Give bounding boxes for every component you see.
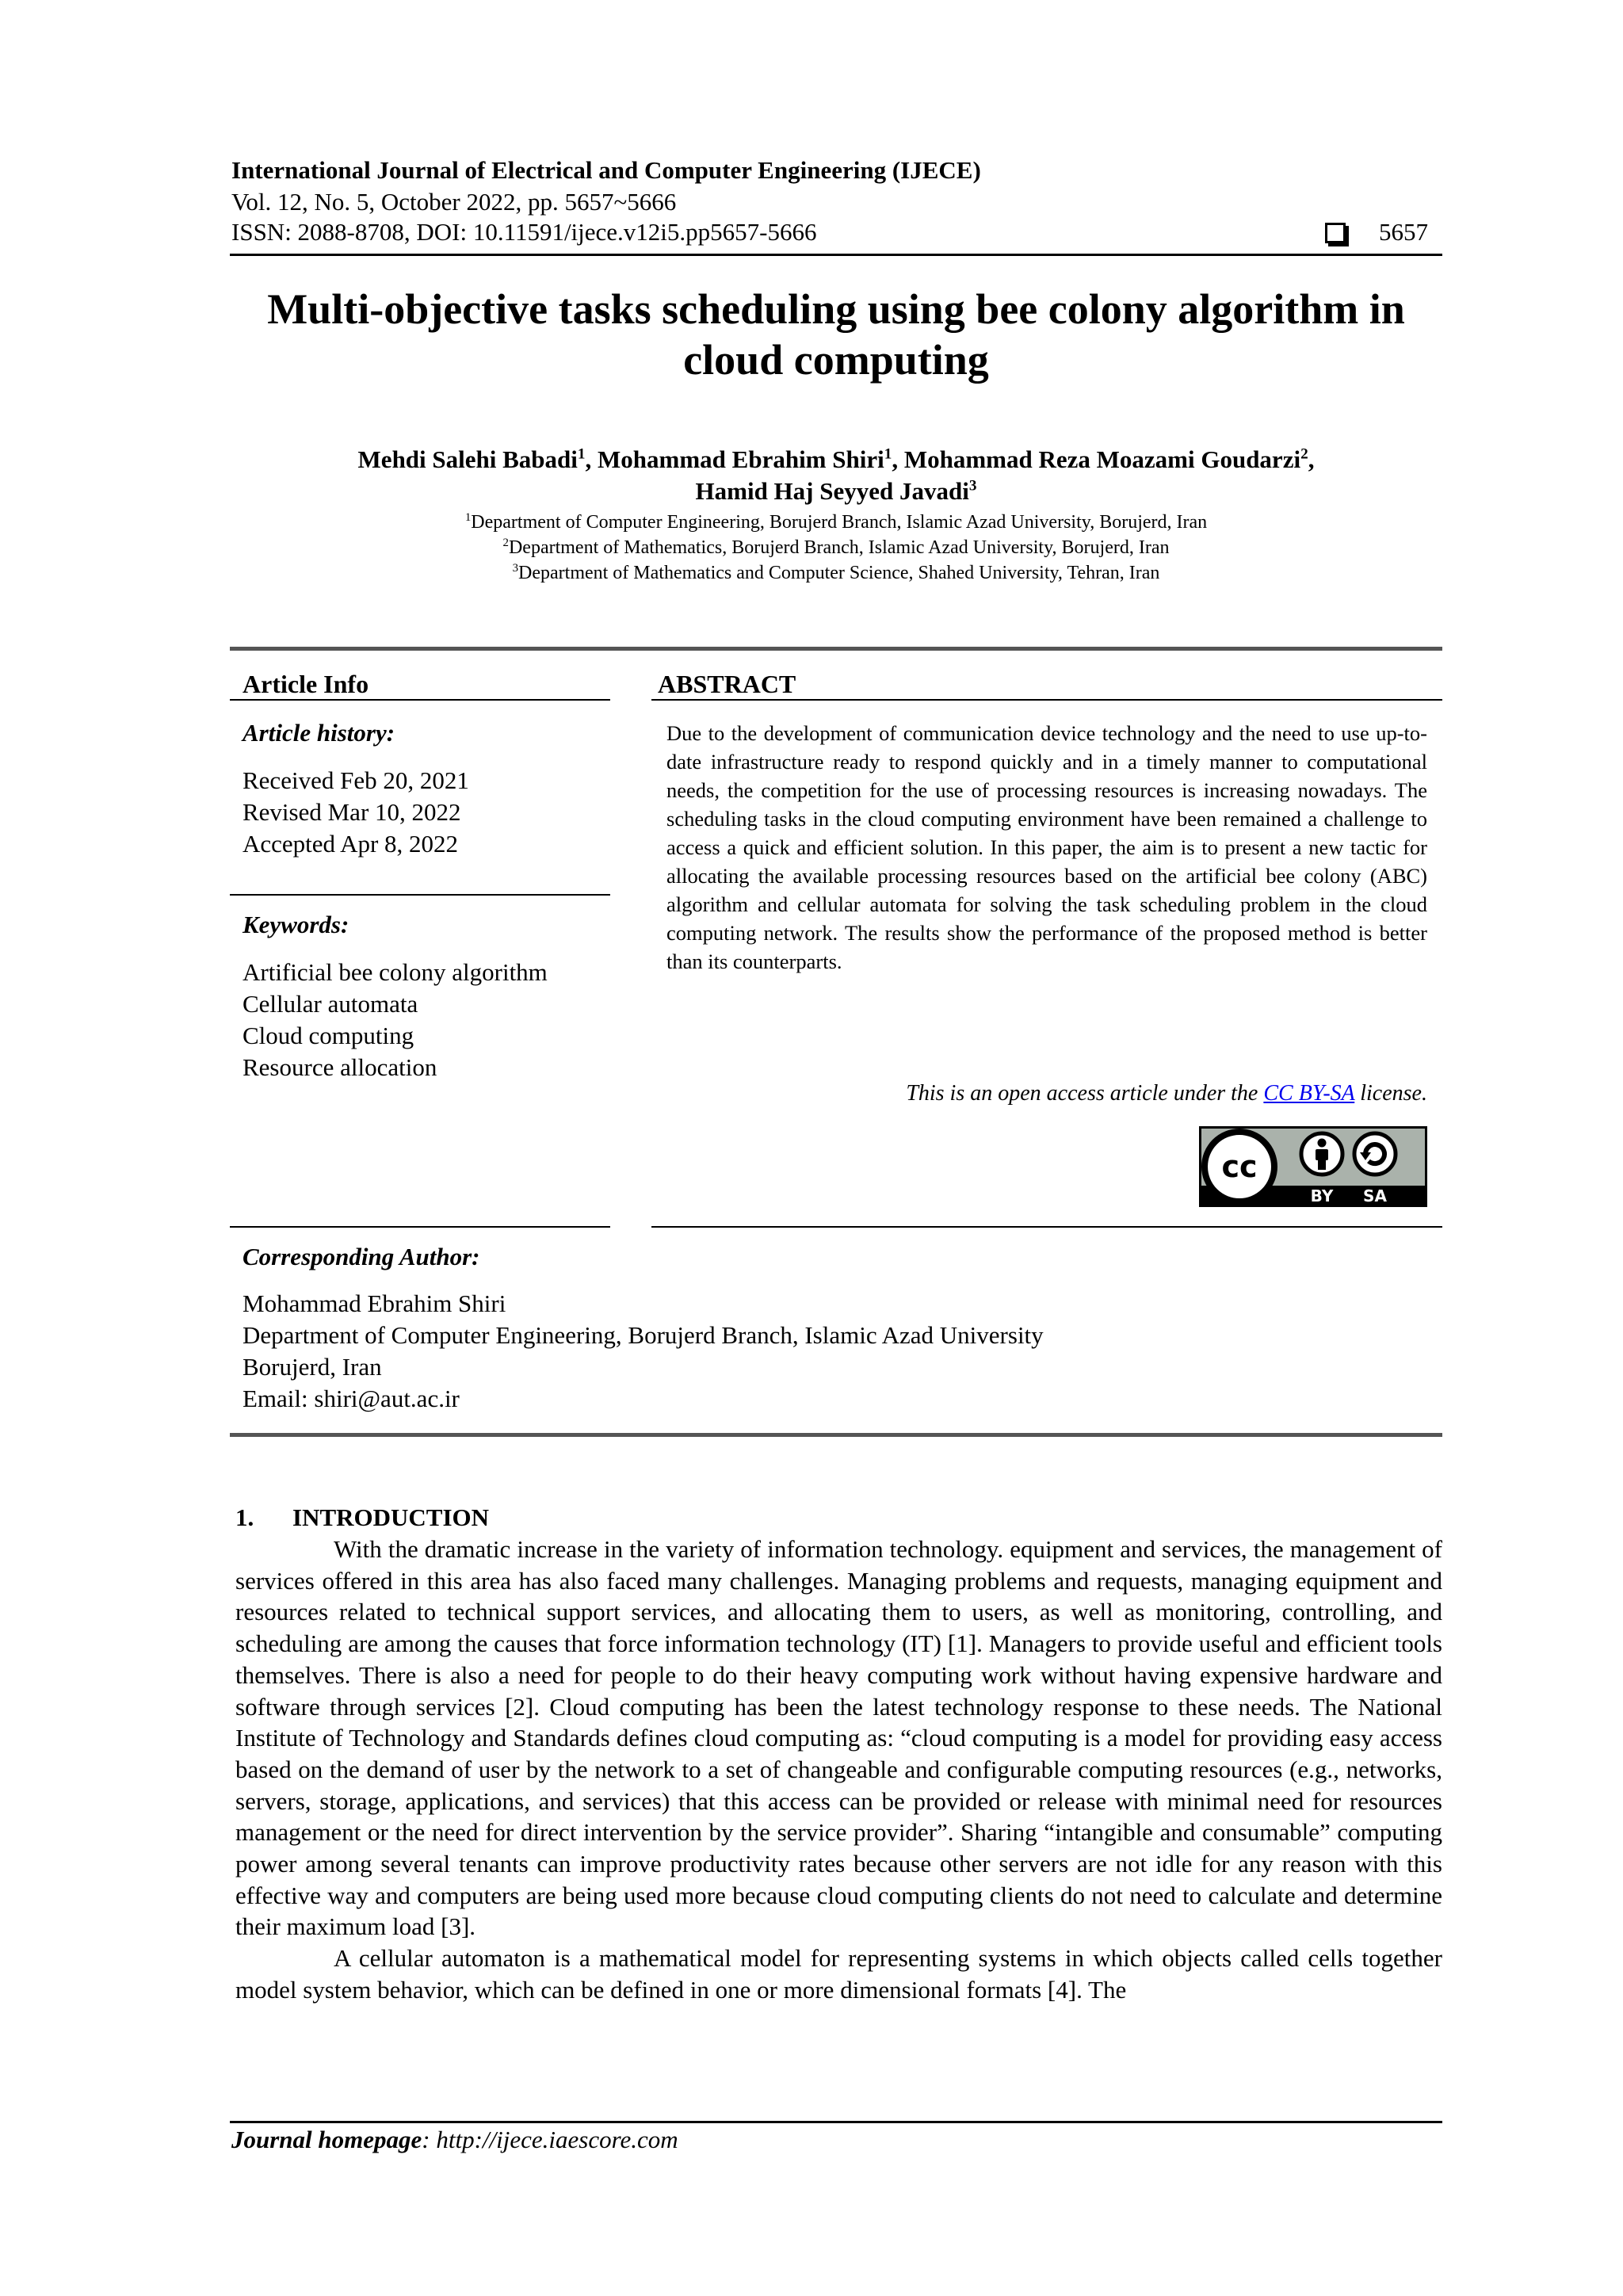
abstract-text: Due to the development of communication device technology and the need to use up-to-date infrastructure ready to respond quickly and in a timely manner to computational needs, the competition for the use of processing resources is increasing nowadays. The scheduling tasks in the cloud computing environment have been remained a challenge to access a quick and efficient solution. In this paper, the aim is to present a new tactic for allocating the available processing resources based on the artificial bee colony (ABC) algorithm and cellular automata for solving the task scheduling problem in the cloud computing network. The results show the performance of the proposed method is better than its counterparts. [666,721,1427,973]
svg-text:cc: cc [1221,1149,1258,1184]
paper-title [230,284,1442,385]
issn-doi-line: ISSN: 2088-8708, DOI: 10.11591/ijece.v12i5.pp5657-5666 [231,218,817,246]
author-name: Hamid Haj Seyyed Javadi [695,477,969,505]
volume-line: Vol. 12, No. 5, October 2022, pp. 5657~5666 [231,188,677,216]
article-info-heading: Article Info [242,670,369,698]
corresponding-author-heading: Corresponding Author: [242,1243,480,1270]
author-name: Mohammad Reza Moazami Goudarzi [903,445,1301,473]
history-received: Received Feb 20, 2021 [242,766,469,794]
history-keywords-divider [230,894,610,896]
info-box-bottom-rule [230,1433,1442,1437]
article-history-list [242,765,469,860]
author-affil-sup: 1 [577,445,586,463]
journal-name: International Journal of Electrical and Computer Engineering (IJECE) [231,156,981,184]
keywords-heading: Keywords: [242,911,349,938]
author-name: Mohammad Ebrahim Shiri [598,445,884,473]
info-box-top-rule [230,647,1442,651]
article-history-heading: Article history: [242,719,395,747]
history-revised: Revised Mar 10, 2022 [242,798,461,826]
cc-by-sa-badge[interactable] [1198,1125,1428,1208]
corresponding-author-name: Mohammad Ebrahim Shiri [242,1289,506,1317]
footer-label: Journal homepage [231,2126,422,2153]
page-number: 5657 [1379,218,1428,246]
introduction-heading [235,1502,489,1534]
title-line-2: cloud computing [683,336,989,384]
attribution-icon [1301,1133,1342,1175]
affiliation-list [230,510,1442,586]
author-affil-sup: 2 [1300,445,1308,463]
abstract-bottom-rule [651,1226,1442,1228]
keyword-item: Cloud computing [242,1022,414,1049]
license-prefix: This is an open access article under the [906,1081,1264,1106]
author-line-2 [230,476,1442,507]
introduction-body [235,1534,1442,2006]
keyword-item: Cellular automata [242,990,418,1018]
page-box-icon [1325,223,1346,243]
author-line-1: Mehdi Salehi Babadi$^1$, Mohammad Ebrahim Shiri$^1$, Mohammad Reza Moazami Goudarzi$^2$, [357,445,1315,473]
header-rule [230,254,1442,256]
license-statement [651,1079,1427,1108]
affiliation: $^3$Department of Mathematics and Computer Science, Shahed University, Tehran, Iran [512,562,1160,583]
corresponding-author-location: Borujerd, Iran [242,1353,382,1381]
cc-by-sa-link[interactable]: CC BY-SA [1263,1081,1355,1106]
author-affil-sup: 1 [884,445,892,463]
badge-by-label: BY [1310,1186,1334,1205]
section-number: 1. [235,1503,254,1531]
cc-logo-icon [1205,1132,1274,1201]
abstract-heading: ABSTRACT [658,670,796,698]
corresponding-author-department: Department of Computer Engineering, Borujerd Branch, Islamic Azad University [242,1321,1044,1349]
journal-homepage-url[interactable]: http://ijece.iaescore.com [436,2126,678,2153]
title-line-1: Multi-objective tasks scheduling using bee colony algorithm in [267,285,1405,333]
keyword-item: Artificial bee colony algorithm [242,958,548,986]
corresponding-author-email: Email: shiri@aut.ac.ir [242,1385,460,1412]
keyword-item: Resource allocation [242,1053,437,1081]
paragraph: A cellular automaton is a mathematical model for representing systems in which objects called cells together model system behavior, which can be defined in one or more dimensional formats [4]. The [235,1944,1442,2004]
history-accepted: Accepted Apr 8, 2022 [242,830,459,858]
paragraph: With the dramatic increase in the variety of information technology. equipment and services, the management of services offered in this area has also faced many challenges. Managing problems and requests, managing equipment and resources related to technical support services, and allocating them to users, as well as monitoring, controlling, and scheduling are among the causes that force information technology (IT) [1]. Managers to provide useful and efficient tools themselves. There is also a need for people to do their heavy computing work without having expensive hardware and software through services [2]. Cloud computing has been the latest technology response to these needs. The National Institute of Technology and Standards defines cloud computing as: “cloud computing is a model for providing easy access based on the demand of user by the network to a set of changeable and configurable computing resources (e.g., networks, servers, storage, applications, and services) that this access can be provided or release with minimal need for resources management or the need for direct intervention by the service provider”. Sharing “intangible and consumable” computing power among several tenants can improve productivity rates because other servers are not idle for any reason with this effective way and computers are being used more because cloud computing clients do not need to calculate and determine their maximum load [3]. [235,1535,1442,1941]
author-list [230,444,1442,507]
corresponding-author-details [242,1288,1044,1415]
author-affil-sup: 3 [968,477,977,495]
affiliation: $^1$Department of Computer Engineering, Borujerd Branch, Islamic Azad University, Borujerd, Iran [464,511,1208,533]
badge-sa-label: SA [1363,1186,1387,1205]
article-info-bottom-rule [230,1226,610,1228]
author-name: Mehdi Salehi Babadi [357,445,578,473]
footer-separator: : [422,2126,437,2153]
section-title: INTRODUCTION [292,1503,490,1531]
footer-rule [230,2121,1442,2123]
affiliation: $^2$Department of Mathematics, Borujerd Branch, Islamic Azad University, Borujerd, Iran [502,537,1170,558]
journal-homepage-footer [231,2124,678,2156]
license-suffix: license. [1354,1081,1427,1106]
keywords-list [242,957,548,1083]
share-alike-icon [1354,1133,1396,1175]
